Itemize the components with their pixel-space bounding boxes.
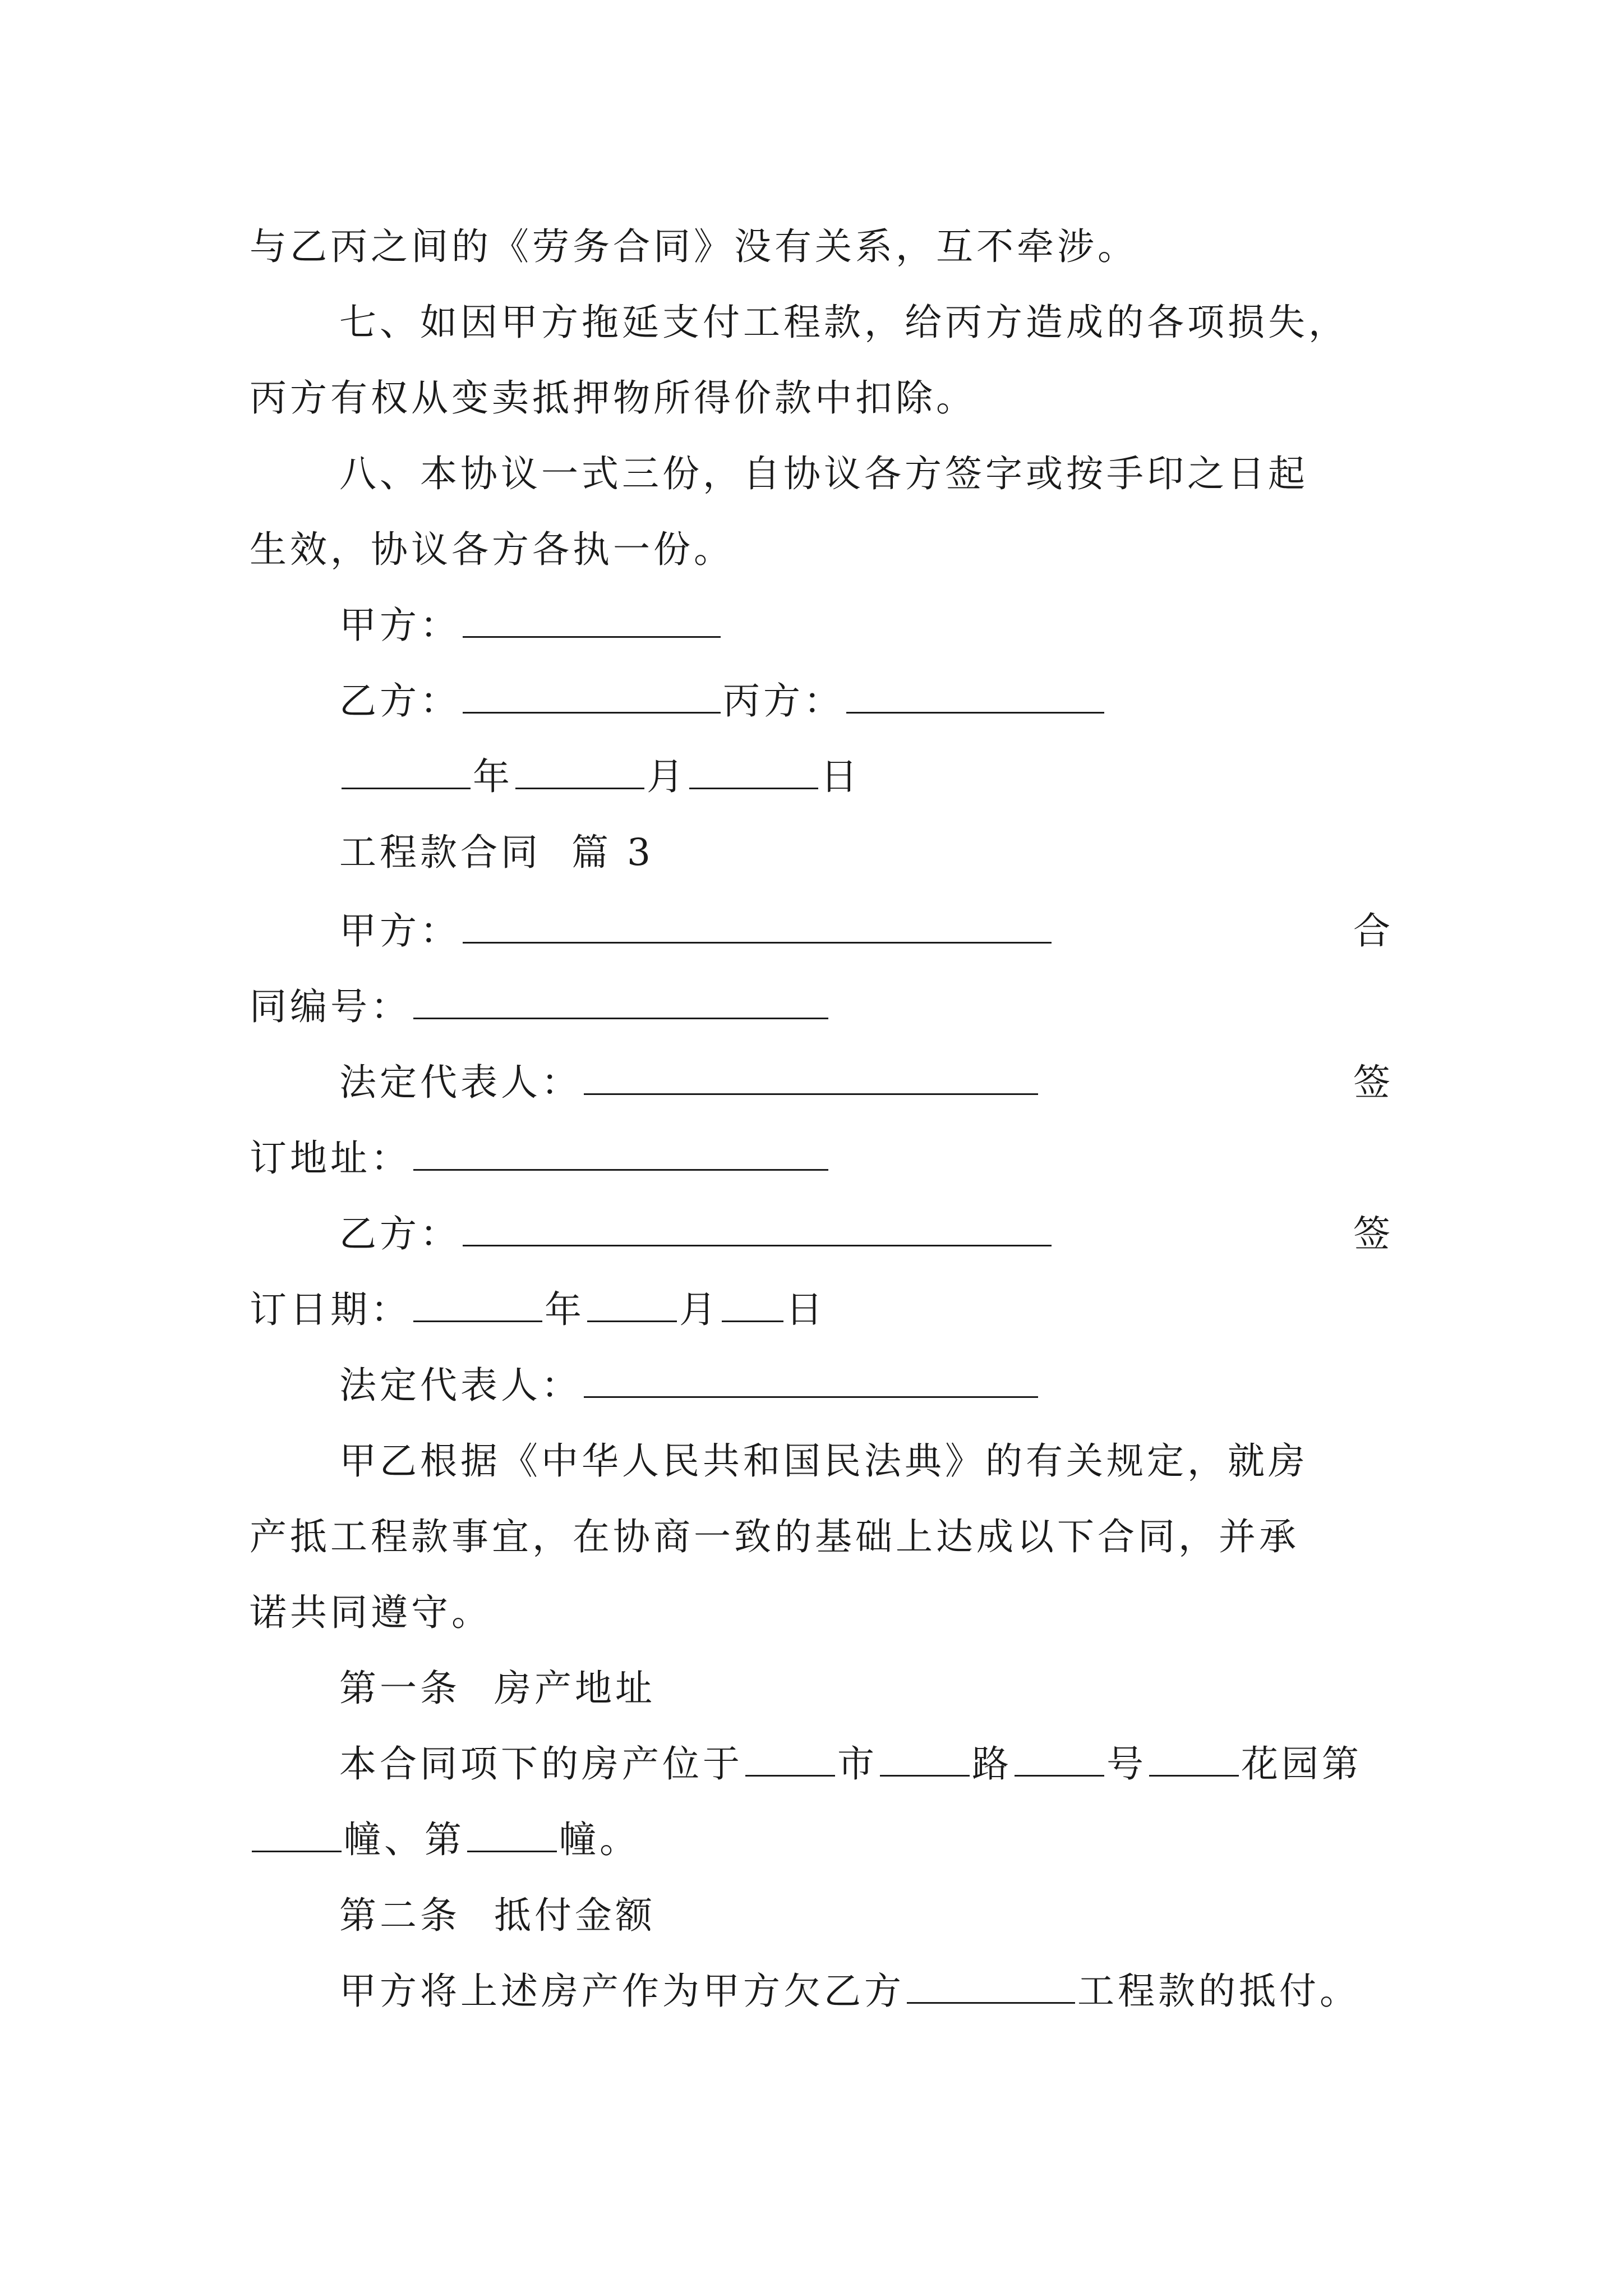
bingfang-blank[interactable] [846,686,1104,714]
party-a-label: 甲方： [339,909,460,953]
legal-rep-b-line [339,1346,1483,1425]
article-two-heading [339,1876,1483,1955]
a1-garden: 花园第 [1241,1742,1362,1786]
article-one-text-cont [250,1801,1394,1879]
text-line [250,1573,1394,1652]
yifang-label: 乙方： [339,679,460,723]
road-blank[interactable] [880,1749,970,1777]
sign-address-label: 订地址： [250,1137,411,1180]
amount-blank[interactable] [907,1976,1075,2004]
party-b-blank[interactable] [463,1219,1052,1246]
garden-blank[interactable] [1149,1749,1239,1777]
section-title-line [339,813,1483,892]
a1-number: 号 [1106,1742,1147,1786]
sign-date-line [250,1271,1394,1349]
contract-no-head: 合 [1353,909,1394,953]
sign-day-blank[interactable] [722,1295,783,1322]
article-two-number: 第二条 [339,1894,460,1937]
month-label: 月 [647,755,687,798]
day-label: 日 [820,755,861,798]
month-blank[interactable] [515,762,644,789]
text-line [250,208,1394,286]
article-one-text-line [339,1725,1483,1803]
clause-seven-text-cont: 丙方有权从变卖抵押物所得价款中扣除。 [250,376,976,420]
paragraph-text: 与乙丙之间的《劳务合同》没有关系，互不牵涉。 [250,225,1138,268]
a1-building1: 幢、第 [344,1818,465,1861]
article-two-text-line [339,1952,1483,2031]
sign-year-label: 年 [545,1288,585,1331]
bingfang-label: 丙方： [723,679,844,723]
contract-no-label: 同编号： [250,985,411,1028]
party-b-line [339,1195,1394,1273]
a2-suffix: 工程款的抵付。 [1077,1970,1360,2013]
contract-no-line [250,968,1394,1046]
a2-prefix: 甲方将上述房产作为甲方欠乙方 [339,1970,905,2013]
sign-address-blank[interactable] [413,1143,828,1171]
text-line [250,359,1394,438]
city-blank[interactable] [745,1749,835,1777]
preamble-text-end: 诺共同遵守。 [250,1591,492,1634]
section-title: 工程款合同 篇 3 [339,831,654,874]
text-line [339,283,1483,362]
legal-rep-b-label: 法定代表人： [339,1364,582,1407]
a1-city: 市 [837,1742,878,1786]
signature-date-line [339,738,1483,816]
sign-day-label: 日 [786,1288,826,1331]
building1-blank[interactable] [252,1825,342,1852]
legal-rep-b-blank[interactable] [584,1370,1038,1398]
year-label: 年 [473,755,513,798]
party-b-label: 乙方： [339,1212,460,1255]
article-one-name: 房产地址 [494,1667,656,1710]
text-line [339,435,1483,513]
clause-eight-text-cont: 生效，协议各方各执一份。 [250,528,734,571]
sign-date-label: 订日期： [250,1288,411,1331]
year-blank[interactable] [342,762,471,789]
clause-seven-text: 七、如因甲方拖延支付工程款，给丙方造成的各项损失， [339,301,1349,344]
article-two-name: 抵付金额 [494,1894,656,1937]
sign-address-head: 签 [1353,1061,1394,1104]
preamble-text: 甲乙根据《中华人民共和国民法典》的有关规定，就房 [339,1439,1308,1483]
jiafang-label: 甲方： [339,604,460,647]
signature-line-jiafang [339,586,1483,665]
jiafang-blank[interactable] [463,610,721,638]
legal-rep-a-label: 法定代表人： [339,1061,582,1104]
text-line [250,1498,1394,1576]
article-one-heading [339,1649,1483,1728]
number-blank[interactable] [1015,1749,1104,1777]
clause-eight-text: 八、本协议一式三份，自协议各方签字或按手印之日起 [339,452,1308,495]
signature-line-yi-bing [339,662,1483,740]
party-a-line [339,892,1394,970]
contract-no-blank[interactable] [413,992,828,1019]
sign-month-label: 月 [679,1288,720,1331]
building2-blank[interactable] [467,1825,557,1852]
a1-building2: 幢。 [559,1818,640,1861]
article-one-number: 第一条 [339,1667,460,1710]
legal-rep-a-blank[interactable] [584,1068,1038,1095]
legal-rep-a-line [339,1043,1394,1122]
yifang-blank[interactable] [463,686,721,714]
day-blank[interactable] [689,762,818,789]
sign-address-line [250,1119,1394,1198]
sign-date-head: 签 [1353,1212,1394,1255]
sign-year-blank[interactable] [413,1295,542,1322]
a1-prefix: 本合同项下的房产位于 [339,1742,743,1786]
sign-month-blank[interactable] [587,1295,677,1322]
text-line [339,1422,1483,1501]
preamble-text-cont: 产抵工程款事宜，在协商一致的基础上达成以下合同，并承 [250,1515,1299,1558]
party-a-blank[interactable] [463,916,1052,944]
text-line [250,510,1394,589]
a1-road: 路 [972,1742,1012,1786]
